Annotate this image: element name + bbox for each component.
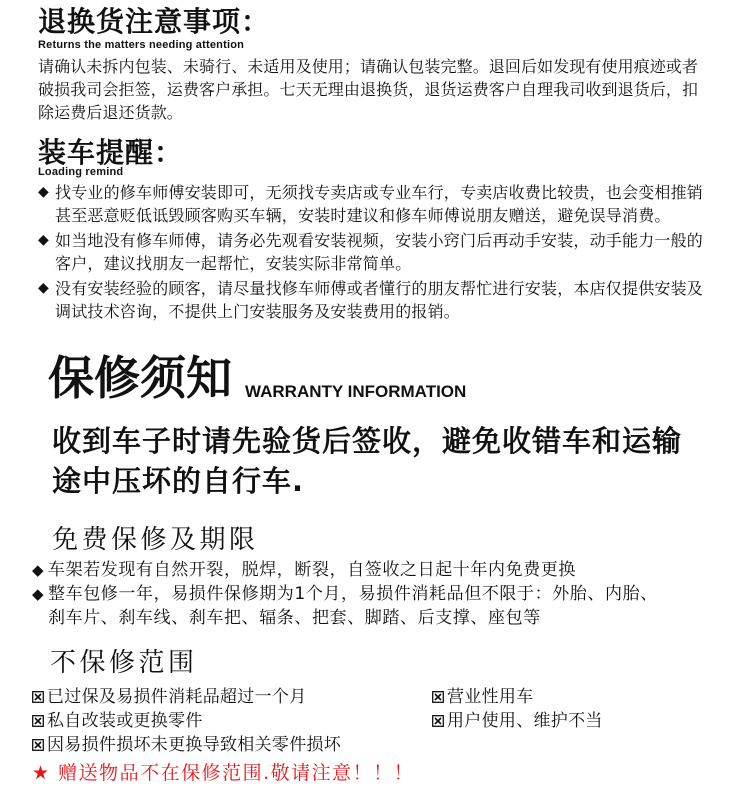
checkbox-x-icon xyxy=(32,691,44,703)
diamond-bullet-icon: ◆ xyxy=(38,280,49,296)
checkbox-x-icon xyxy=(432,715,444,727)
diamond-bullet-icon: ◆ xyxy=(32,561,44,579)
loading-title: 装车提醒： xyxy=(38,136,184,169)
gift-notice: ★ 赠送物品不在保修范围.敬请注意！！！ xyxy=(32,762,415,784)
paragraph-line: 除运费后退还货款。 xyxy=(38,103,183,122)
free-warranty-bullet xyxy=(32,582,658,630)
checkbox-x-icon xyxy=(432,691,444,703)
checkbox-x-icon xyxy=(32,715,44,727)
loading-bullet xyxy=(38,181,703,227)
free-warranty-bullet xyxy=(32,558,576,582)
warranty-title-en: WARRANTY INFORMATION xyxy=(245,382,467,401)
excluded-item xyxy=(32,685,307,709)
notice-line: 途中压坏的自行车. xyxy=(52,464,305,498)
notice-line: 收到车子时请先验货后签收，避免收错车和运输 xyxy=(52,424,683,458)
diamond-bullet-icon: ◆ xyxy=(38,184,49,200)
loading-bullet xyxy=(38,229,703,275)
excluded-item-text: 用户使用、维护不当 xyxy=(447,711,603,731)
inspection-notice xyxy=(52,421,682,501)
returns-title: 退换货注意事项： xyxy=(38,5,271,38)
bullet-line: 整车包修一年，易损件保修期为1个月，易损件消耗品但不限于：外胎、内胎、 xyxy=(48,584,658,604)
excluded-item-text: 营业性用车 xyxy=(447,687,534,707)
bullet-line: 调试技术咨询，不提供上门安装服务及安装费用的报销。 xyxy=(55,302,461,321)
excluded-item xyxy=(32,709,203,733)
excluded-item xyxy=(32,733,341,757)
bullet-line: 车架若发现有自然开裂，脱焊，断裂，自签收之日起十年内免费更换 xyxy=(48,560,576,580)
diamond-bullet-icon: ◆ xyxy=(38,232,49,248)
excluded-item-text: 已过保及易损件消耗品超过一个月 xyxy=(47,687,307,707)
bullet-line: 如当地没有修车师傅，请务必先观看安装视频，安装小窍门后再动手安装，动手能力一般的 xyxy=(55,231,704,250)
returns-subtitle: Returns the matters needing attention xyxy=(38,39,245,51)
loading-subtitle: Loading remind xyxy=(38,166,124,178)
warranty-title: 保修须知 xyxy=(48,351,232,405)
free-warranty-title: 免费保修及期限 xyxy=(52,525,259,555)
returns-paragraph xyxy=(38,55,698,124)
excluded-item-text: 私自改装或更换零件 xyxy=(47,711,203,731)
checkbox-x-icon xyxy=(32,739,44,751)
excluded-item-text: 因易损件损坏未更换导致相关零件损坏 xyxy=(47,735,342,755)
excluded-item xyxy=(432,709,603,733)
loading-bullet xyxy=(38,277,703,323)
bullet-line: 找专业的修车师傅安装即可，无须找专卖店或专业车行，专卖店收费比较贵，也会变相推销 xyxy=(55,183,704,202)
excluded-title: 不保修范围 xyxy=(50,648,198,678)
paragraph-line: 破损我司会拒签，运费客户承担。七天无理由退换货，退货运费客户自理我司收到退货后，扣 xyxy=(38,80,699,99)
bullet-line: 没有安装经验的顾客，请尽量找修车师傅或者懂行的朋友帮忙进行安装，本店仅提供安装及 xyxy=(55,279,704,298)
excluded-item xyxy=(432,685,534,709)
diamond-bullet-icon: ◆ xyxy=(32,585,44,603)
bullet-line: 客户，建议找朋友一起帮忙，安装实际非常简单。 xyxy=(55,254,412,273)
paragraph-line: 请确认未拆内包装、未骑行、未适用及使用；请确认包装完整。退回后如发现有使用痕迹或者 xyxy=(38,57,699,76)
bullet-line: 甚至恶意贬低诋毁顾客购买车辆，安装时建议和修车师傅说朋友赠送，避免误导消费。 xyxy=(55,206,671,225)
bullet-line: 刹车片、刹车线、刹车把、辐条、把套、脚踏、后支撑、座包等 xyxy=(48,608,541,628)
